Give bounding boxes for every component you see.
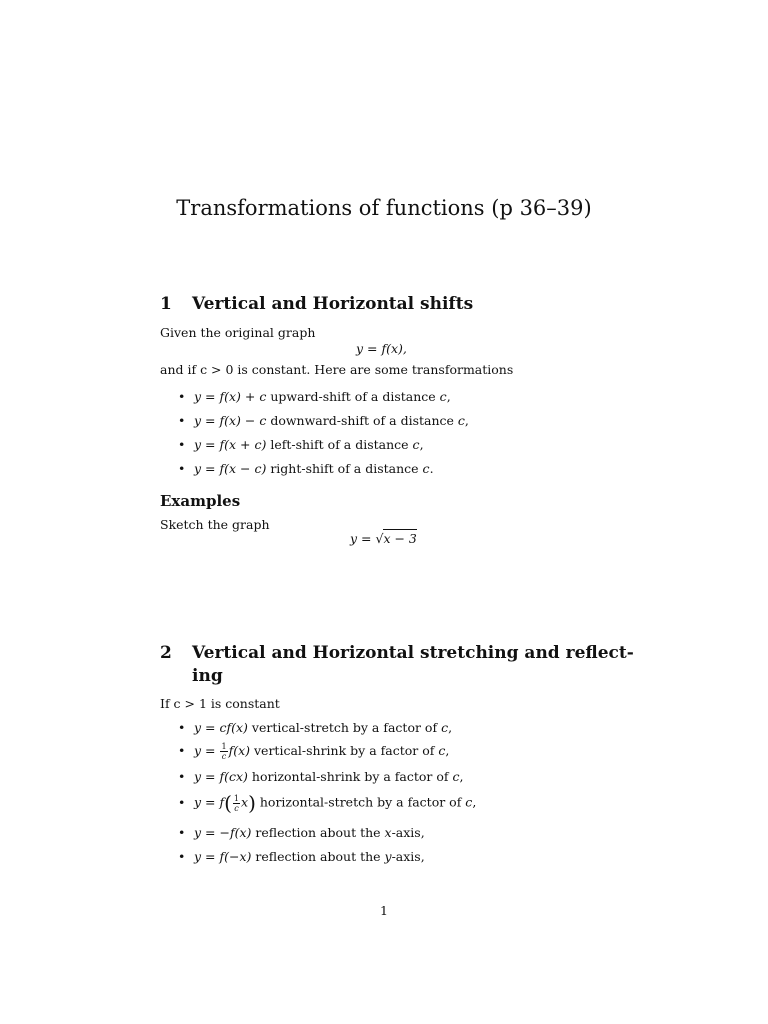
- list-item: • y = f(x) − c downward-shift of a distance c,: [178, 413, 469, 428]
- bullet-icon: •: [178, 825, 186, 840]
- bullet-icon: •: [178, 413, 186, 428]
- section-2-condition: If c > 1 is constant: [160, 696, 280, 711]
- section-1-title: Vertical and Horizontal shifts: [192, 294, 474, 314]
- section-1-heading: [160, 294, 473, 314]
- section-2-title-line-1: Vertical and Horizontal stretching and reflect-: [192, 643, 634, 663]
- list-item: • y = cf(x) vertical-stretch by a factor of c,: [178, 720, 453, 735]
- section-2-heading: [160, 643, 634, 663]
- bullet-icon: •: [178, 437, 186, 452]
- bullet-icon: •: [178, 849, 186, 864]
- list-item: • y = f(cx) horizontal-shrink by a factor of c,: [178, 769, 464, 784]
- list-item: • y = f(x + c) left-shift of a distance c,: [178, 437, 424, 452]
- bullet-icon: •: [178, 389, 186, 404]
- page-title: Transformations of functions (p 36–39): [176, 196, 592, 220]
- examples-text: Sketch the graph: [160, 517, 270, 532]
- list-item: • y = f(−x) reflection about the y-axis,: [178, 849, 425, 864]
- bullet-icon: •: [178, 769, 186, 784]
- sqrt-icon: √: [375, 531, 384, 546]
- bullet-icon: •: [178, 743, 186, 758]
- fraction: $\frac{1}{c}$: [221, 742, 227, 761]
- list-item: • y = f( $\frac{1}{c}$ x) horizontal-stretch by a factor of c,: [178, 791, 477, 815]
- section-2-title-line-2: ing: [192, 666, 223, 686]
- list-item: • y = f(x − c) right-shift of a distance c.: [178, 461, 434, 476]
- section-2-number: 2: [160, 643, 172, 663]
- fraction: $\frac{1}{c}$: [233, 793, 240, 813]
- bullet-icon: •: [178, 720, 186, 735]
- list-item: • y = f(x) + c upward-shift of a distance c,: [178, 389, 451, 404]
- examples-heading: Examples: [160, 492, 241, 510]
- bullet-icon: •: [178, 461, 186, 476]
- bullet-icon: •: [178, 794, 186, 810]
- section-1-intro: Given the original graph: [160, 325, 316, 340]
- list-item: • y = −f(x) reflection about the x-axis,: [178, 825, 425, 840]
- list-item: • y = $\frac{1}{c}$ f(x) vertical-shrink by a factor of c,: [178, 742, 450, 761]
- section-1-condition: and if c > 0 is constant. Here are some transformations: [160, 362, 514, 377]
- section-1-number: 1: [160, 294, 172, 314]
- section-1-display-equation: y = f(x),: [356, 341, 407, 356]
- example-equation: y = √x − 3: [350, 531, 417, 546]
- page-number: 1: [380, 903, 388, 918]
